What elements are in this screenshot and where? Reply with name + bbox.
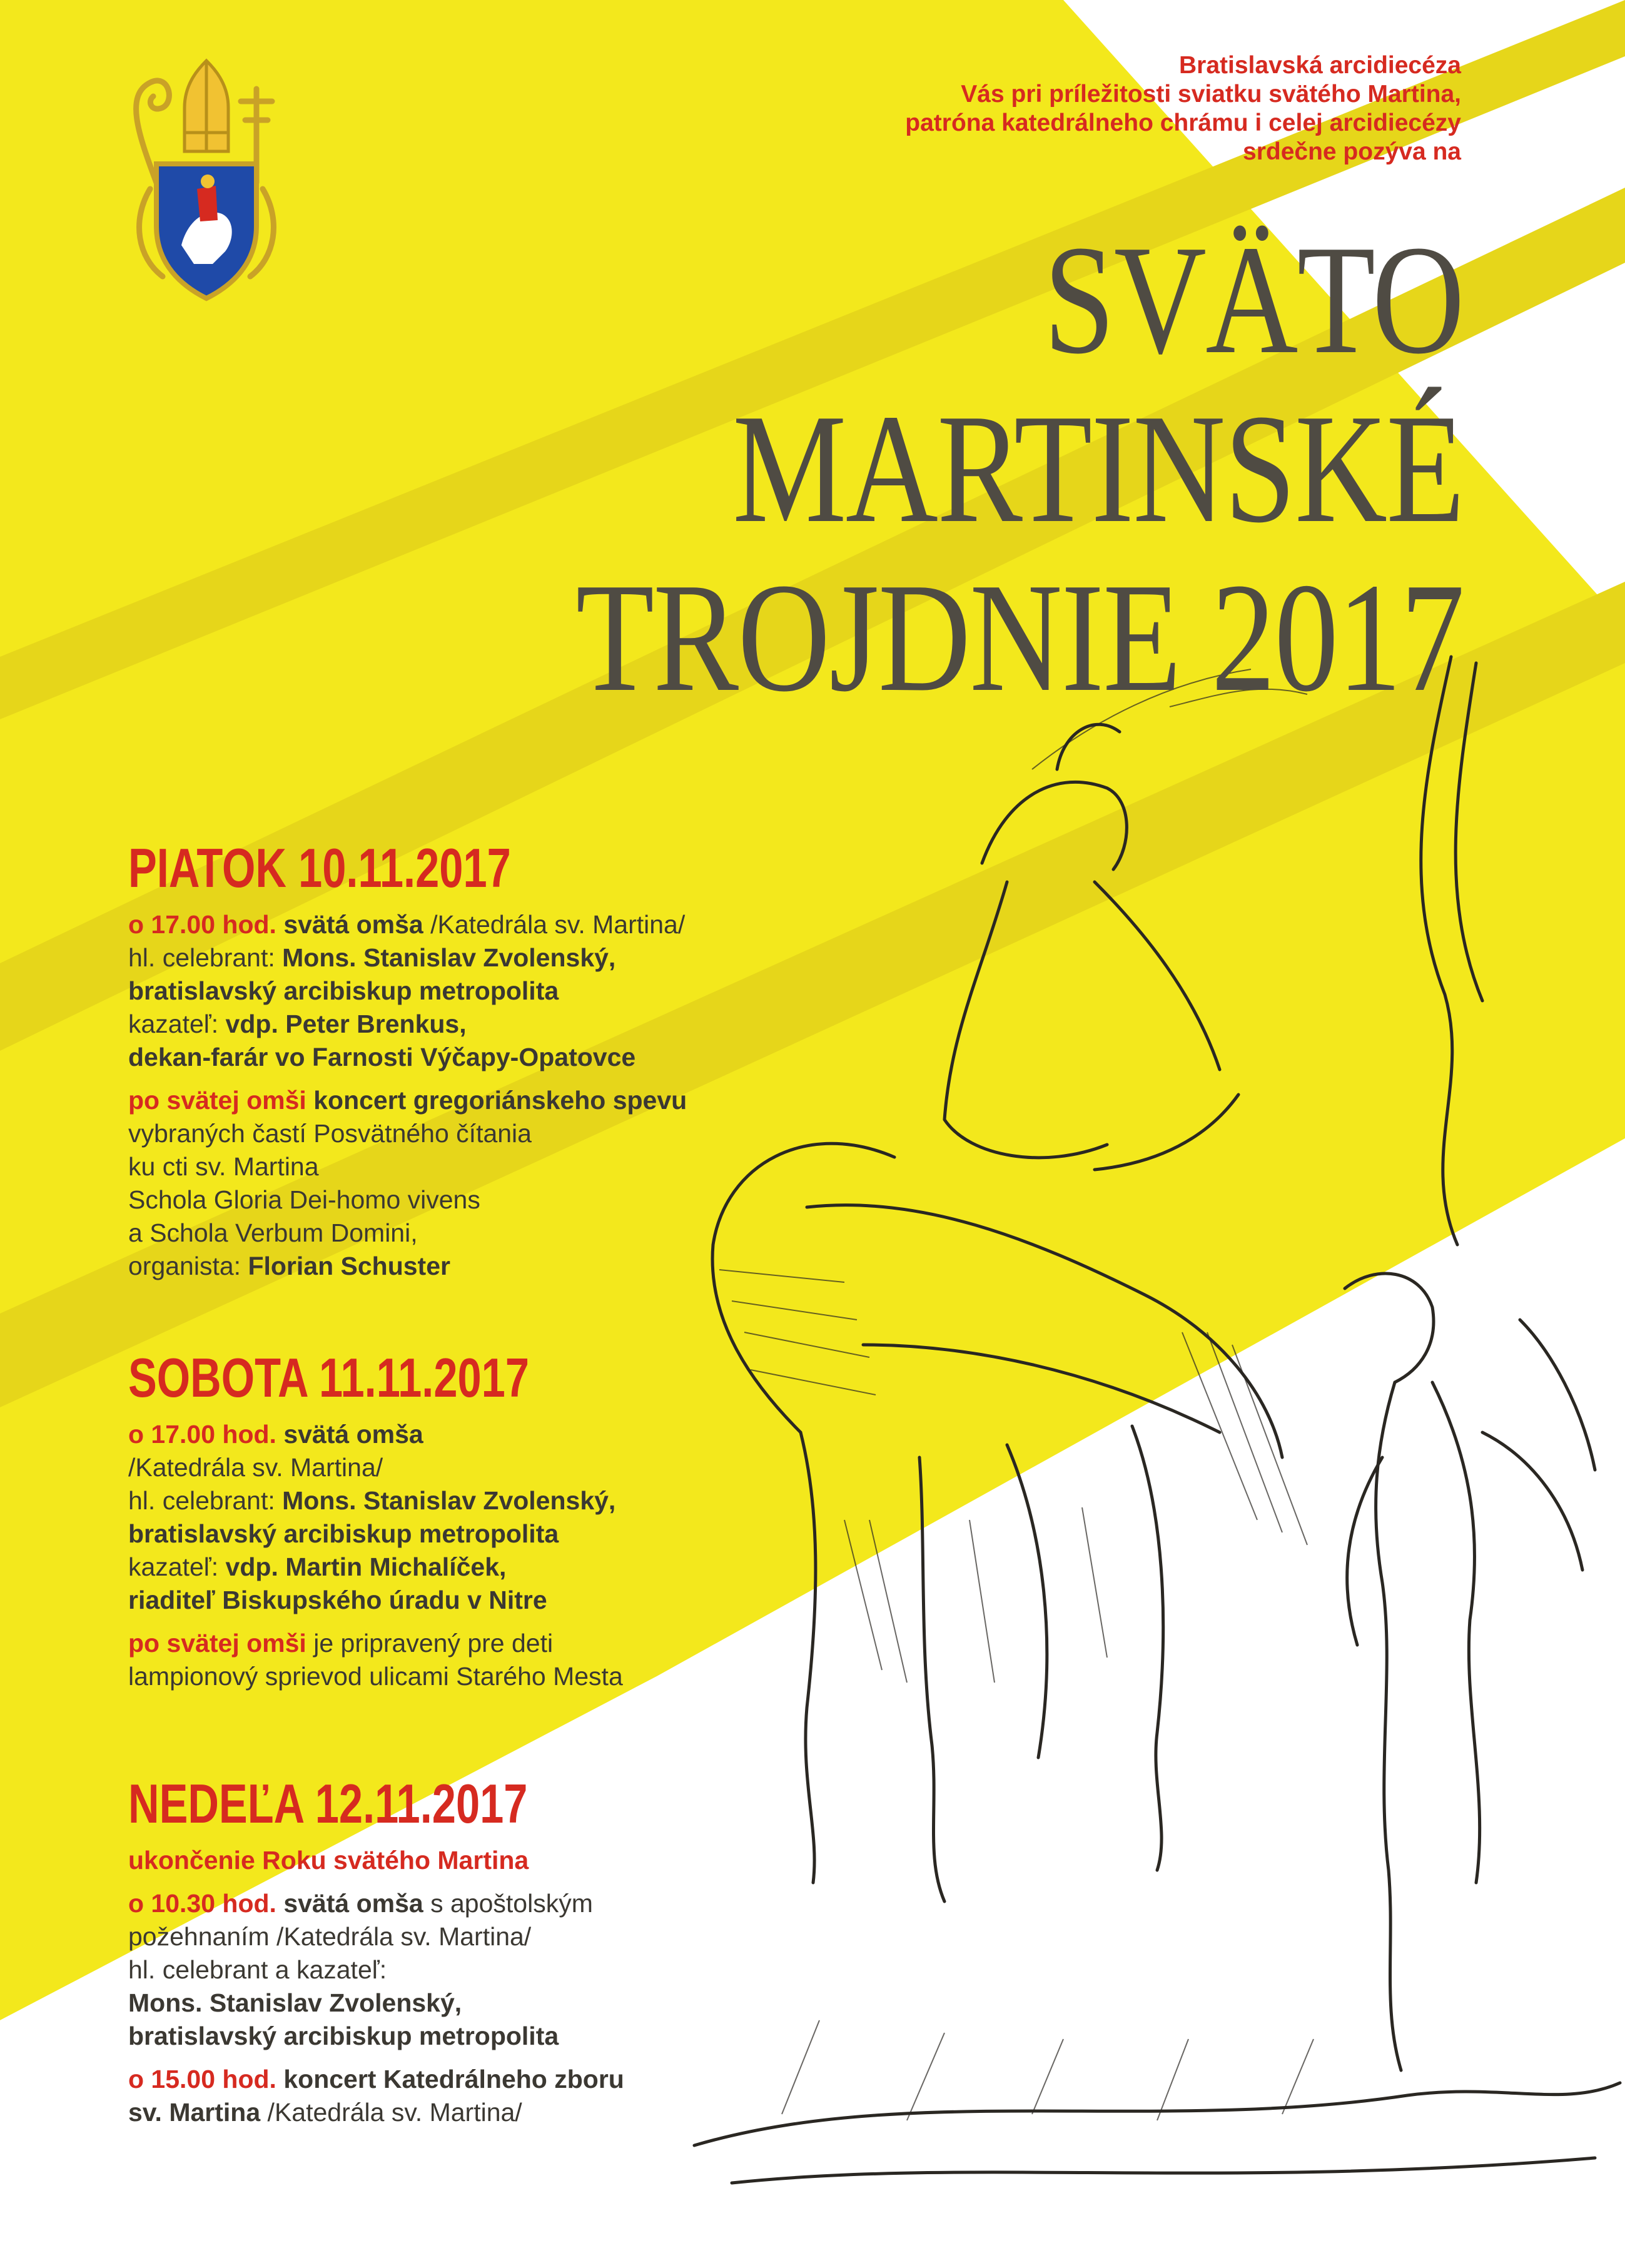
text-segment: /Katedrála sv. Martina/: [423, 910, 686, 939]
coat-of-arms-icon: [113, 58, 300, 301]
programme-line: [128, 1484, 973, 1517]
text-segment: vdp. Peter Brenkus,: [225, 1010, 467, 1038]
programme-line: [128, 1084, 973, 1117]
programme-line: [128, 1551, 973, 1584]
invitation-line: Bratislavská arcidiecéza: [1179, 52, 1461, 79]
programme-item: [128, 1844, 973, 1877]
programme-line: [128, 1953, 973, 1987]
text-segment: /Katedrála sv. Martina/: [128, 1453, 383, 1482]
day-sunday: [128, 1774, 973, 2139]
text-segment: Mons. Stanislav Zvolenský,: [282, 943, 616, 972]
text-segment: vybraných častí Posvätného čítania: [128, 1119, 532, 1148]
title-line: SVÄTO: [1043, 213, 1464, 387]
programme-line: [128, 941, 973, 975]
text-segment: svätá omša: [283, 1420, 423, 1449]
text-segment: o 10.30 hod.: [128, 1889, 276, 1918]
text-segment: Schola Gloria Dei-homo vivens: [128, 1185, 480, 1214]
text-segment: bratislavský arcibiskup metropolita: [128, 976, 559, 1005]
day-saturday: [128, 1348, 973, 1703]
text-segment: organista:: [128, 1252, 248, 1280]
text-segment: [306, 1086, 313, 1115]
text-segment: o 17.00 hod.: [128, 910, 276, 939]
text-segment: koncert gregoriánskeho spevu: [313, 1086, 687, 1115]
text-segment: bratislavský arcibiskup metropolita: [128, 1519, 559, 1548]
programme-line: [128, 1150, 973, 1183]
text-segment: dekan-farár vo Farnosti Výčapy-Opatovce: [128, 1043, 636, 1071]
programme-item: [128, 2063, 973, 2129]
text-segment: hl. celebrant:: [128, 943, 283, 972]
text-segment: po svätej omši: [128, 1629, 306, 1658]
text-segment: o 15.00 hod.: [128, 2065, 276, 2093]
day-heading: PIATOK 10.11.2017: [128, 837, 511, 899]
invitation-text: [523, 51, 1461, 166]
text-segment: sv. Martina: [128, 2098, 261, 2127]
text-segment: [276, 910, 283, 939]
programme-item: [128, 908, 973, 1074]
text-segment: svätá omša: [283, 910, 423, 939]
programme-item: [128, 1627, 973, 1693]
text-segment: s apoštolským: [423, 1889, 593, 1918]
programme-line: [128, 908, 973, 941]
programme-line: [128, 1418, 973, 1451]
programme-line: [128, 1117, 973, 1150]
programme-line: [128, 1627, 973, 1660]
programme-line: [128, 1517, 973, 1551]
text-segment: a Schola Verbum Domini,: [128, 1218, 418, 1247]
programme-line: [128, 975, 973, 1008]
title-line: MARTINSKÉ: [732, 382, 1464, 555]
day-heading: NEDEĽA 12.11.2017: [128, 1773, 528, 1835]
text-segment: /Katedrála sv. Martina/: [260, 2098, 522, 2127]
programme-line: [128, 1008, 973, 1041]
day-heading: SOBOTA 11.11.2017: [128, 1347, 530, 1409]
text-segment: ku cti sv. Martina: [128, 1152, 319, 1181]
text-segment: Mons. Stanislav Zvolenský,: [282, 1486, 616, 1515]
text-segment: ukončenie Roku svätého Martina: [128, 1846, 529, 1875]
programme-line: [128, 1660, 973, 1693]
programme-line: [128, 1887, 973, 1920]
invitation-line: patróna katedrálneho chrámu i celej arcidiecézy: [905, 109, 1461, 136]
text-segment: riaditeľ Biskupského úradu v Nitre: [128, 1586, 547, 1614]
invitation-line: Vás pri príležitosti sviatku svätého Martina,: [961, 81, 1461, 108]
programme-line: [128, 1250, 973, 1283]
text-segment: koncert Katedrálneho zboru: [283, 2065, 624, 2093]
text-segment: Mons. Stanislav Zvolenský,: [128, 1988, 462, 2017]
title-line: TROJDNIE 2017: [575, 551, 1464, 724]
text-segment: [276, 1420, 283, 1449]
text-segment: Florian Schuster: [248, 1252, 450, 1280]
text-segment: svätá omša: [283, 1889, 423, 1918]
invitation-line: srdečne pozýva na: [1243, 138, 1461, 165]
text-segment: [276, 1889, 283, 1918]
text-segment: je pripravený pre deti: [306, 1629, 554, 1658]
programme-line: [128, 1844, 973, 1877]
text-segment: po svätej omši: [128, 1086, 306, 1115]
text-segment: hl. celebrant a kazateľ:: [128, 1955, 387, 1984]
programme-line: [128, 1451, 973, 1484]
text-segment: lampionový sprievod ulicami Starého Mesta: [128, 1662, 623, 1691]
programme-line: [128, 1987, 973, 2020]
programme-line: [128, 2096, 973, 2129]
page-title: [387, 213, 1464, 724]
text-segment: bratislavský arcibiskup metropolita: [128, 2022, 559, 2050]
programme-line: [128, 2063, 973, 2096]
text-segment: vdp. Martin Michalíček,: [225, 1552, 507, 1581]
programme-line: [128, 1217, 973, 1250]
text-segment: [276, 2065, 283, 2093]
programme-line: [128, 1584, 973, 1617]
programme-line: [128, 1920, 973, 1953]
text-segment: kazateľ:: [128, 1010, 226, 1038]
programme-line: [128, 1041, 973, 1074]
day-friday: [128, 838, 973, 1293]
programme-line: [128, 1183, 973, 1217]
text-segment: o 17.00 hod.: [128, 1420, 276, 1449]
text-segment: kazateľ:: [128, 1552, 226, 1581]
text-segment: požehnaním /Katedrála sv. Martina/: [128, 1922, 532, 1951]
programme-item: [128, 1084, 973, 1283]
text-segment: hl. celebrant:: [128, 1486, 283, 1515]
programme-line: [128, 2020, 973, 2053]
programme-item: [128, 1418, 973, 1617]
programme-item: [128, 1887, 973, 2053]
